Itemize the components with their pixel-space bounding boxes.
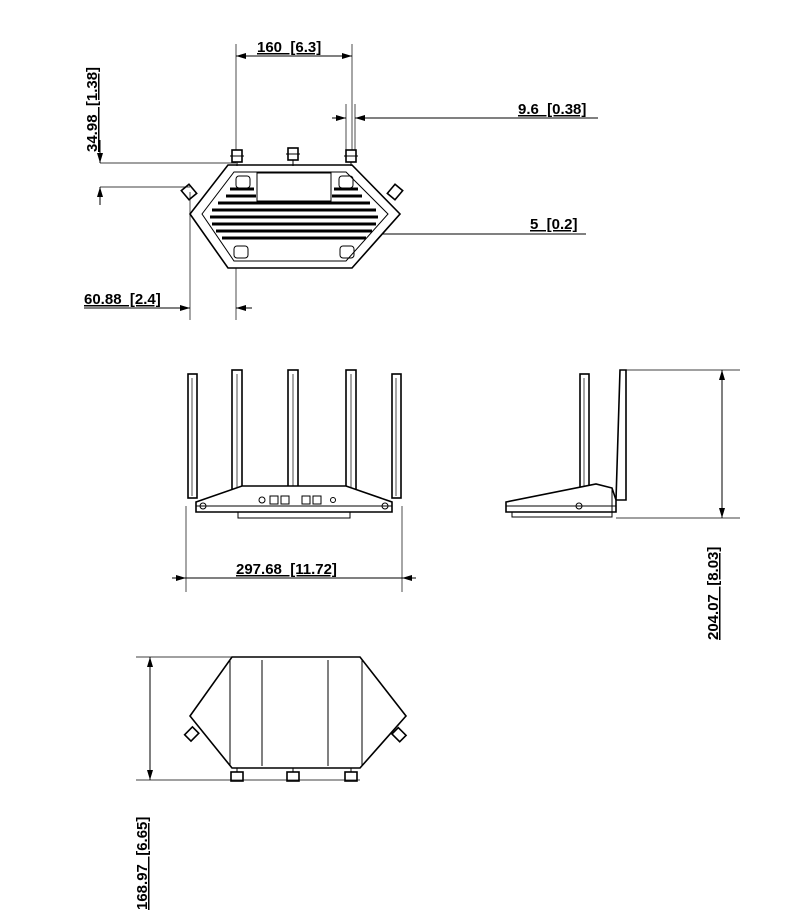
bottom-view-body	[190, 657, 406, 768]
dim-9-6-label: 9.6 [0.38]	[518, 101, 587, 118]
antenna-connector-1	[230, 150, 244, 166]
dim-60-label: 60.88 [2.4]	[84, 291, 161, 308]
antenna-connector-5	[387, 184, 402, 200]
dim-168-label: 168.97 [6.65]	[134, 816, 151, 910]
bottom-connector-4	[185, 727, 199, 741]
bottom-view	[134, 657, 406, 910]
side-view-body	[506, 484, 616, 512]
side-antenna-front	[580, 374, 589, 498]
dim-5-label: 5 [0.2]	[530, 216, 578, 233]
side-antenna-back	[616, 370, 626, 500]
bottom-connector-1	[231, 768, 243, 781]
top-view	[84, 39, 598, 320]
side-view	[506, 370, 740, 640]
bottom-connector-3	[345, 768, 357, 781]
front-antenna-1	[188, 374, 197, 498]
antenna-connector-3	[344, 150, 358, 166]
dim-204-label: 204.07 [8.03]	[705, 546, 722, 640]
antenna-connector-4	[181, 184, 196, 200]
dim-297-label: 297.68 [11.72]	[236, 561, 337, 578]
front-antenna-5	[392, 374, 401, 498]
front-view-body	[196, 486, 392, 512]
bottom-connector-2	[287, 768, 299, 781]
dim-160-label: 160 [6.3]	[257, 39, 322, 56]
antenna-connector-2	[286, 148, 300, 166]
dim-34-label: 34.98 [1.38]	[84, 66, 101, 152]
front-view	[172, 370, 416, 592]
